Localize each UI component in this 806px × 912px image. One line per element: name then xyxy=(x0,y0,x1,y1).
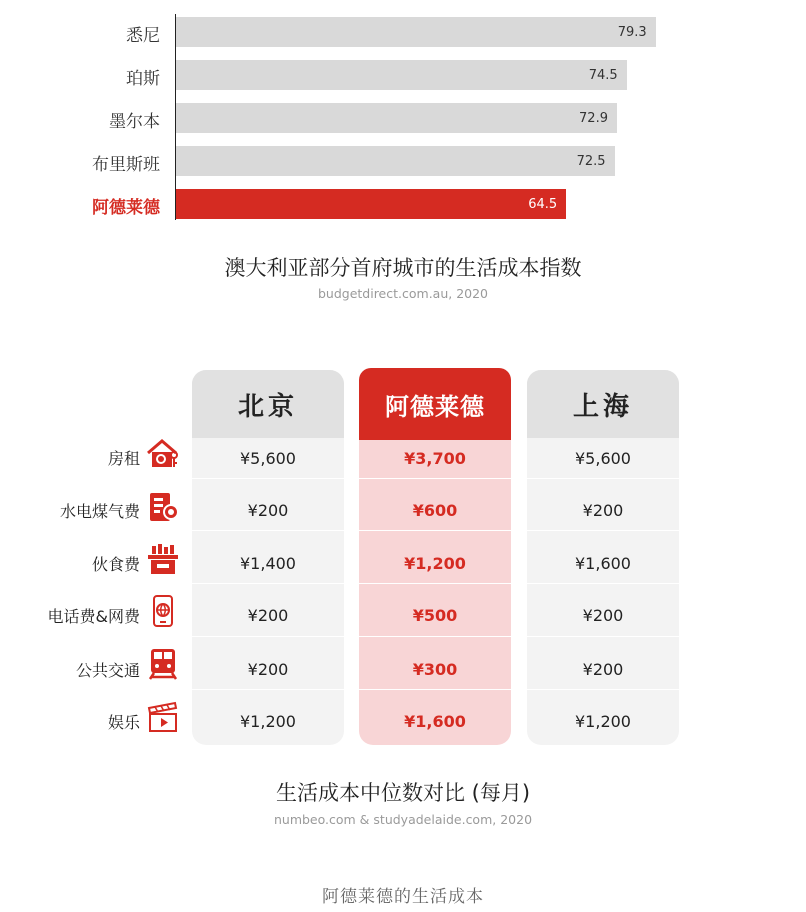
row-label-entertainment: 娱乐 xyxy=(107,713,140,732)
row-label-phone-internet: 电话费&网费 xyxy=(47,607,140,626)
cell-beijing-entertainment: ¥1,200 xyxy=(240,711,296,731)
column-header-beijing: 北京 xyxy=(192,370,344,438)
row-divider xyxy=(359,478,511,479)
row-label-food: 伙食费 xyxy=(91,555,140,574)
row-divider xyxy=(527,530,679,531)
row-divider xyxy=(192,478,344,479)
row-divider xyxy=(527,689,679,690)
cell-shanghai-entertainment: ¥1,200 xyxy=(575,711,631,731)
row-label-rent: 房租 xyxy=(107,449,140,468)
cell-shanghai-transport: ¥200 xyxy=(582,659,624,679)
bar xyxy=(176,146,615,176)
bar-value-label: 64.5 xyxy=(528,197,558,212)
cell-shanghai-rent: ¥5,600 xyxy=(575,448,631,468)
bar-category-label: 布里斯班 xyxy=(92,155,160,175)
cell-adelaide-phone-internet: ¥500 xyxy=(412,605,458,625)
cell-beijing-rent: ¥5,600 xyxy=(240,448,296,468)
bar-category-label: 阿德莱德 xyxy=(92,198,160,218)
house-coin-key-icon xyxy=(146,437,180,471)
clapperboard-icon xyxy=(146,700,180,734)
cell-shanghai-phone-internet: ¥200 xyxy=(582,605,624,625)
bar xyxy=(176,103,617,133)
train-icon xyxy=(146,647,180,681)
bar xyxy=(176,189,566,219)
cell-adelaide-utilities: ¥600 xyxy=(412,500,458,520)
footer-caption: 阿德莱德的生活成本 xyxy=(322,887,484,907)
cell-adelaide-rent: ¥3,700 xyxy=(404,448,466,468)
bar-category-label: 墨尔本 xyxy=(109,112,160,132)
cell-beijing-utilities: ¥200 xyxy=(247,500,289,520)
bill-coin-icon xyxy=(146,490,180,524)
cell-shanghai-food: ¥1,600 xyxy=(575,553,631,573)
bar-category-label: 悉尼 xyxy=(126,26,160,46)
grocery-basket-icon xyxy=(146,542,180,576)
row-divider xyxy=(192,689,344,690)
cell-shanghai-utilities: ¥200 xyxy=(582,500,624,520)
cell-adelaide-food: ¥1,200 xyxy=(404,553,466,573)
row-divider xyxy=(192,530,344,531)
row-divider xyxy=(527,583,679,584)
phone-globe-icon xyxy=(146,594,180,628)
bar-chart-source: budgetdirect.com.au, 2020 xyxy=(317,286,489,301)
cell-beijing-food: ¥1,400 xyxy=(240,553,296,573)
bar-value-label: 74.5 xyxy=(588,68,618,83)
cell-adelaide-transport: ¥300 xyxy=(412,659,458,679)
cell-adelaide-entertainment: ¥1,600 xyxy=(404,711,466,731)
row-divider xyxy=(359,583,511,584)
column-header-adelaide: 阿德莱德 xyxy=(359,368,511,440)
row-divider xyxy=(359,636,511,637)
bar xyxy=(176,17,656,47)
bar-chart xyxy=(0,0,806,240)
row-divider xyxy=(192,636,344,637)
cell-beijing-phone-internet: ¥200 xyxy=(247,605,289,625)
bar-value-label: 72.5 xyxy=(576,154,606,169)
bar-category-label: 珀斯 xyxy=(126,69,160,89)
row-divider xyxy=(359,530,511,531)
row-divider xyxy=(359,689,511,690)
cell-beijing-transport: ¥200 xyxy=(247,659,289,679)
row-label-utilities: 水电煤气费 xyxy=(59,502,140,521)
row-label-transport: 公共交通 xyxy=(75,661,140,680)
bar-value-label: 72.9 xyxy=(579,111,608,126)
row-divider xyxy=(192,583,344,584)
bar-chart-title: 澳大利亚部分首府城市的生活成本指数 xyxy=(224,256,582,280)
row-divider xyxy=(527,478,679,479)
bar xyxy=(176,60,627,90)
row-divider xyxy=(527,636,679,637)
column-header-shanghai: 上海 xyxy=(527,370,679,438)
bar-value-label: 79.3 xyxy=(617,25,647,40)
comparison-source: numbeo.com & studyadelaide.com, 2020 xyxy=(273,812,533,827)
comparison-title: 生活成本中位数对比 (每月) xyxy=(275,781,531,805)
